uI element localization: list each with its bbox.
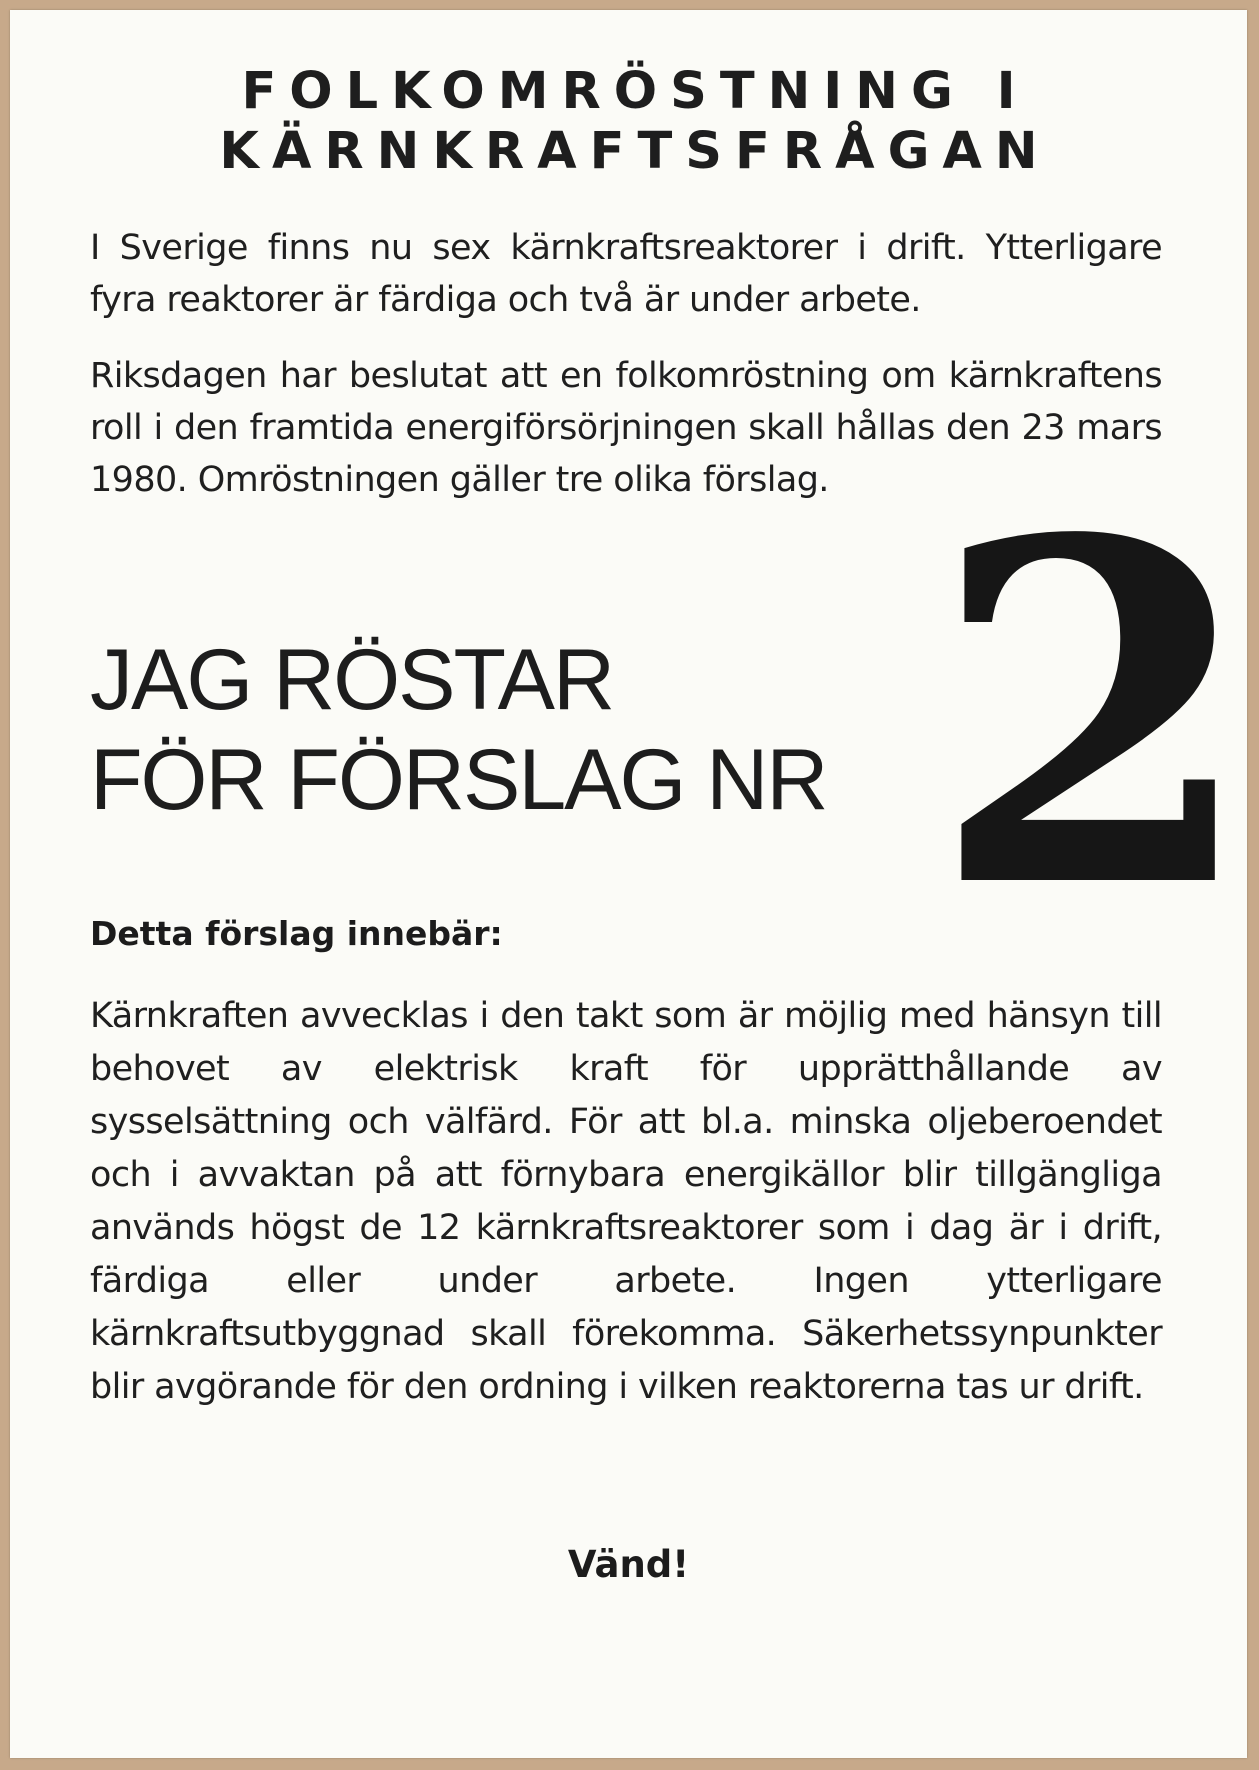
title-line-2: KÄRNKRAFTSFRÅGAN — [219, 122, 1051, 181]
title-line-1: FOLKOMRÖSTNING I — [241, 62, 1029, 121]
page-title — [10, 62, 1247, 182]
leaflet-page — [10, 10, 1258, 1758]
proposal-number: 2 — [930, 439, 1258, 991]
turn-over-label: Vänd! — [567, 1543, 690, 1586]
intro-paragraph-1: I Sverige finns nu sex kärnkraftsreaktorer i drift. Ytterligare fyra reaktorer är färdiga och två är under arbete. — [90, 228, 1162, 320]
intro-paragraph-2: Riksdagen har beslutat att en folkomröstning om kärnkraftens roll i den framtida energiförsörjningen skall hållas den 23 mars 1980. Omröstningen gäller tre olika förslag. — [90, 356, 1162, 500]
headline-line-2: FÖR FÖRSLAG NR — [90, 732, 827, 828]
proposal-heading: Detta förslag innebär: — [90, 914, 503, 953]
vote-headline — [90, 630, 827, 830]
headline-line-1: JAG RÖSTAR — [90, 632, 614, 728]
proposal-text: Kärnkraften avvecklas i den takt som är möjlig med hänsyn till behovet av elektrisk kraft för upprätthållande av sysselsättning och välfärd. För att bl.a. minska oljeberoendet och i avvaktan på att förnybara energikällor blir tillgängliga används högst de 12 kärnkraftsreaktorer som i dag är i drift, färdiga eller under arbete. Ingen ytterligare kärnkraftsutbyggnad skall förekomma. Säkerhetssynpunkter blir avgörande för den ordning i vilken reaktorerna tas ur drift. — [90, 996, 1162, 1407]
